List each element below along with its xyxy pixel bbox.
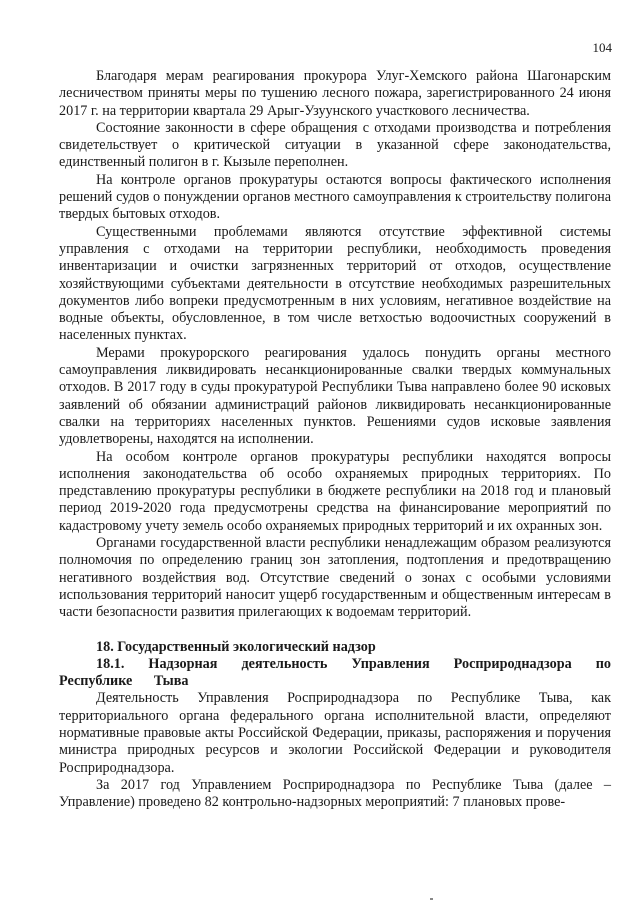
paragraph-protected-territories: На особом контроле органов прокуратуры республики находятся вопросы исполнения законодательства об особо охраняемых природных территориях. По представлению прокуратуры республики в бюджете республики на 2018 год и плановый период 2019-2020 года предусмотрены средства на финансирование мероприятий по кадастровому учету земель особо охраняемых природных территорий и их охранных зон. — [59, 448, 611, 534]
scan-artifact-mark — [430, 898, 433, 900]
paragraph-agency-activity: Деятельность Управления Росприроднадзора по Республике Тыва, как территориального органа федерального органа исполнительной власти, определяют нормативные правовые акты Российской Федерации, приказы, распоряжения и поручения министра природных ресурсов и экологии Российской Федерации и руководителя Росприроднадзора. — [59, 690, 611, 776]
section-spacer — [59, 622, 611, 639]
paragraph-prosecutor-measures: Мерами прокурорского реагирования удалось понудить органы местного самоуправления ликвидировать несанкционированные свалки твердых коммунальных отходов. В 2017 году в суды прокуратурой Республики Тыва направлено более 90 исковых заявлений об обязании администраций районов ликвидировать несанкционированные свалки на территориях населенных пунктов. Решениями судов исковые заявления удовлетворены, находятся на исполнении. — [59, 344, 611, 448]
subsection-title: Надзорная деятельность Управления Росприроднадзора по Республике Тыва — [59, 655, 611, 690]
paragraph-main-problems: Существенными проблемами являются отсутствие эффективной системы управления с отходами на территории республики, необходимость проведения инвентаризации и очистки загрязненных территорий от отходов, осуществление хозяйствующими субъектами деятельности в отсутствие необходимых разрешительных документов либо вопреки предусмотренным в них условиям, негативное воздействие на водные объекты, обусловленное, в том числе ветхостью водоочистных сооружений в населенных пунктах. — [59, 223, 611, 344]
paragraph-inspections-2017: За 2017 год Управлением Росприроднадзора по Республике Тыва (далее – Управление) проведено 82 контрольно-надзорных мероприятий: 7 плановых прове- — [59, 776, 611, 811]
paragraph-flood-zones: Органами государственной власти республики ненадлежащим образом реализуются полномочия по определению границ зон затопления, подтопления и предотвращению негативного воздействия вод. Отсутствие сведений о зонах с особыми условиями использования территорий наносит ущерб государственным и общественным интересам в части безопасности развития прилегающих к водоемам территорий. — [59, 535, 611, 621]
paragraph-waste-legality: Состояние законности в сфере обращения с отходами производства и потребления свидетельствует о критической ситуации в указанной сфере законодательства, единственный полигон в г. Кызыле переполнен. — [59, 119, 611, 171]
paragraph-forest-fire: Благодаря мерам реагирования прокурора Улуг-Хемского района Шагонарским лесничеством приняты меры по тушению лесного пожара, зарегистрированного 24 июня 2017 г. на территории квартала 29 Арыг-Узуунского участкового лесничества. — [59, 68, 611, 119]
subsection-heading — [59, 656, 611, 691]
subsection-number: 18.1. — [96, 655, 125, 672]
page-number: 104 — [592, 40, 612, 55]
paragraph-court-decisions: На контроле органов прокуратуры остаются вопросы фактического исполнения решений судов о понуждении органов местного самоуправления к строительству полигона твердых бытовых отходов. — [59, 171, 611, 223]
page-body — [59, 68, 611, 811]
section-heading: 18. Государственный экологический надзор — [96, 638, 376, 655]
